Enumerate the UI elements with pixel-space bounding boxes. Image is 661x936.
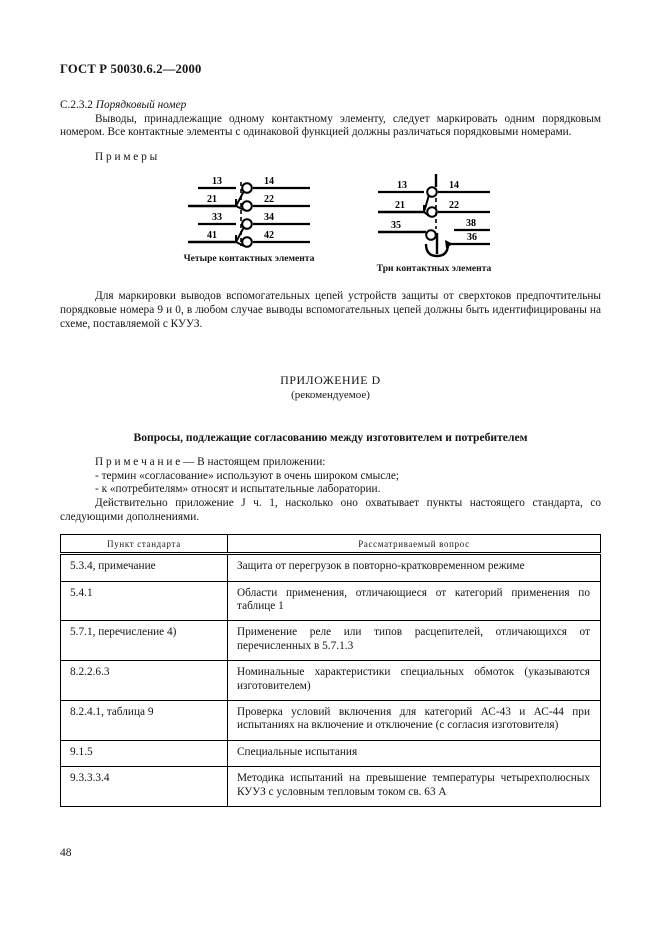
clause-cell: 9.1.5 xyxy=(61,740,228,766)
clause-cell: 5.4.1 xyxy=(61,581,228,621)
clause-number: С.2.3.2 xyxy=(60,99,93,111)
terminal-label: 22 xyxy=(449,200,459,212)
paragraph-auxiliary-circuits: Для маркировки выводов вспомогательных цепей устройств защиты от сверхтоков предпочтительны порядковые номера 9 и 0, в любом случае выводы вспомогательных цепей должны быть идентифицированы на схеме, поставляемой с КУУЗ. xyxy=(60,290,601,330)
appendix-label: ПРИЛОЖЕНИЕ D xyxy=(280,373,381,388)
note-item: - термин «согласование» используют в очень широком смысле; xyxy=(95,469,400,482)
three-contact-elements-schematic xyxy=(374,174,494,260)
column-header-question: Рассматриваемый вопрос xyxy=(228,535,601,554)
table-row xyxy=(61,661,601,701)
diagram-caption: Четыре контактных элемента xyxy=(183,253,315,265)
clause-cell: 8.2.4.1, таблица 9 xyxy=(61,700,228,740)
table-row xyxy=(61,621,601,661)
terminal-label: 21 xyxy=(395,200,405,212)
terminal-label: 13 xyxy=(397,180,407,192)
terminal-label: 35 xyxy=(391,220,401,232)
note-intro: П р и м е ч а н и е — В настоящем приложении: xyxy=(95,456,326,469)
clause-cell: 9.3.3.3.4 xyxy=(61,767,228,807)
appendix-status: (рекомендуемое) xyxy=(291,389,370,402)
note-item: - к «потребителям» относят и испытательные лаборатории. xyxy=(95,483,381,496)
terminal-label: 14 xyxy=(449,180,459,192)
contact-diagram-four-elements xyxy=(178,174,320,274)
clause-cell: 5.3.4, примечание xyxy=(61,554,228,581)
contact-diagram-three-elements xyxy=(368,174,500,274)
table-header-row xyxy=(61,535,601,554)
table-row xyxy=(61,581,601,621)
terminal-label: 36 xyxy=(467,232,477,244)
terminal-label: 14 xyxy=(264,176,274,188)
terminal-label: 21 xyxy=(207,194,217,206)
clause-heading xyxy=(60,99,601,113)
diagram-caption: Три контактных элемента xyxy=(376,263,492,275)
terminal-label: 13 xyxy=(212,176,222,188)
question-cell: Методика испытаний на превышение температуры четырехполюсных КУУЗ с условным тепловым током св. 63 А xyxy=(228,767,601,807)
note-block xyxy=(60,456,601,524)
table-row xyxy=(61,554,601,581)
clause-title: Порядковый номер xyxy=(95,99,187,111)
paragraph-terminal-marking: Выводы, принадлежащие одному контактному элементу, следует маркировать одним порядковым номером. Все контактные элементы с одинаковой функцией должны различаться порядковыми номерами. xyxy=(60,112,601,139)
column-header-clause: Пункт стандарта xyxy=(61,535,228,554)
question-cell: Области применения, отличающиеся от категорий применения по таблице 1 xyxy=(228,581,601,621)
table-row xyxy=(61,740,601,766)
note-final: Действительно приложение J ч. 1, насколько оно охватывает пункты настоящего стандарта, со следующими дополнениями. xyxy=(60,496,601,523)
example-diagrams xyxy=(60,174,601,274)
terminal-label: 42 xyxy=(264,230,274,242)
question-cell: Проверка условий включения для категорий АС-43 и АС-44 при испытаниях на включение и отключение (с согласия изготовителя) xyxy=(228,700,601,740)
agreement-items-table xyxy=(60,534,601,807)
terminal-label: 34 xyxy=(264,212,274,224)
table-row xyxy=(61,767,601,807)
standard-number-header: ГОСТ Р 50030.6.2—2000 xyxy=(60,62,202,76)
page-number: 48 xyxy=(60,847,72,859)
terminal-label: 22 xyxy=(264,194,274,206)
table-row xyxy=(61,700,601,740)
terminal-label: 41 xyxy=(207,230,217,242)
examples-label: П р и м е р ы xyxy=(95,150,158,163)
question-cell: Защита от перегрузок в повторно-кратковременном режиме xyxy=(228,554,601,581)
clause-cell: 8.2.2.6.3 xyxy=(61,661,228,701)
question-cell: Применение реле или типов расцепителей, отличающихся от перечисленных в 5.7.1.3 xyxy=(228,621,601,661)
clause-cell: 5.7.1, перечисление 4) xyxy=(61,621,228,661)
question-cell: Номинальные характеристики специальных обмоток (указываются изготовителем) xyxy=(228,661,601,701)
terminal-label: 33 xyxy=(212,212,222,224)
question-cell: Специальные испытания xyxy=(228,740,601,766)
four-contact-elements-schematic xyxy=(184,174,314,250)
appendix-title: Вопросы, подлежащие согласованию между изготовителем и потребителем xyxy=(133,431,528,445)
terminal-label: 38 xyxy=(466,218,476,230)
